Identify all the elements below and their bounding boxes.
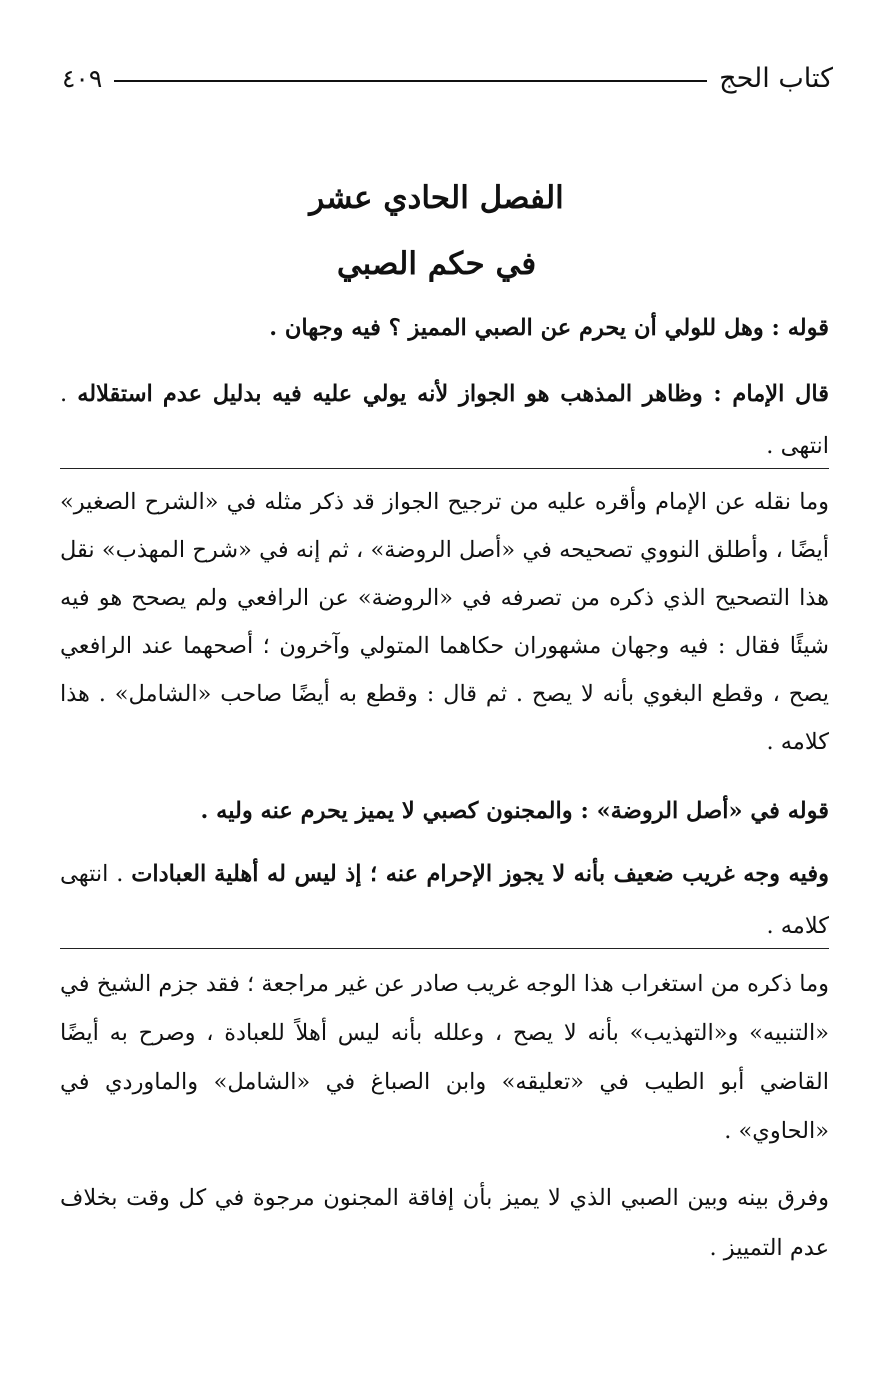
running-header [62,58,833,98]
quote-2-text: قال الإمام : وظاهر المذهب هو الجواز لأنه يولي عليه فيه بدليل عدم [162,381,830,407]
book-title: كتاب الحج [719,62,833,94]
quote-2-word: استقلاله [77,381,153,407]
quote-4-text: وفيه وجه غريب ضعيف بأنه لا يجوز الإحرام عنه ؛ إذ ليس له أهلية [214,861,830,887]
quote-2-end: . انتهى . [60,381,829,459]
commentary-3: وفرق بينه وبين الصبي الذي لا يميز بأن إفاقة المجنون مرجوة في كل وقت بخلاف عدم التمييز . [60,1185,829,1261]
quote-3: قوله في «أصل الروضة» : والمجنون كصبي لا يميز يحرم عنه وليه . [200,798,829,824]
chapter-subtitle: في حكم الصبي [336,246,537,282]
chapter-title: الفصل الحادي عشر [309,180,564,216]
quote-2 [60,368,829,472]
quote-4-end: . انتهى كلامه . [60,861,829,939]
commentary-2: وما ذكره من استغراب هذا الوجه غريب صادر عن غير مراجعة ؛ فقد جزم الشيخ في «التنبيه» و«التهذيب» بأنه لا يصح ، وعلله بأنه ليس أهلاً للعبادة ، وصرح به أيضًا القاضي أبو الطيب في «تعليقه» وابن الصباغ في «الشامل» والماوردي في «الحاوي» . [60,971,829,1144]
quote-4 [60,848,829,952]
quote-4-word: العبادات [131,861,207,887]
header-rule [114,80,707,82]
divider [60,948,829,949]
commentary-1: وما نقله عن الإمام وأقره عليه من ترجيح الجواز قد ذكر مثله في «الشرح الصغير» أيضًا ، وأطلق النووي تصحيحه في «أصل الروضة» ، ثم إنه في «شرح المهذب» نقل هذا التصحيح الذي ذكره من تصرفه في «الروضة» عن الرافعي ولم يصحح هو فيه شيئًا فقال : فيه وجهان مشهوران حكاهما المتولي وآخرون ؛ أصحهما عند الرافعي يصح ، وقطع البغوي بأنه لا يصح . ثم قال : وقطع به أيضًا صاحب «الشامل» . هذا كلامه . [60,489,829,755]
quote-1: قوله : وهل للولي أن يحرم عن الصبي المميز ؟ فيه وجهان . [269,315,829,341]
page-number: ٤٠٩ [62,63,103,93]
divider [60,468,829,469]
